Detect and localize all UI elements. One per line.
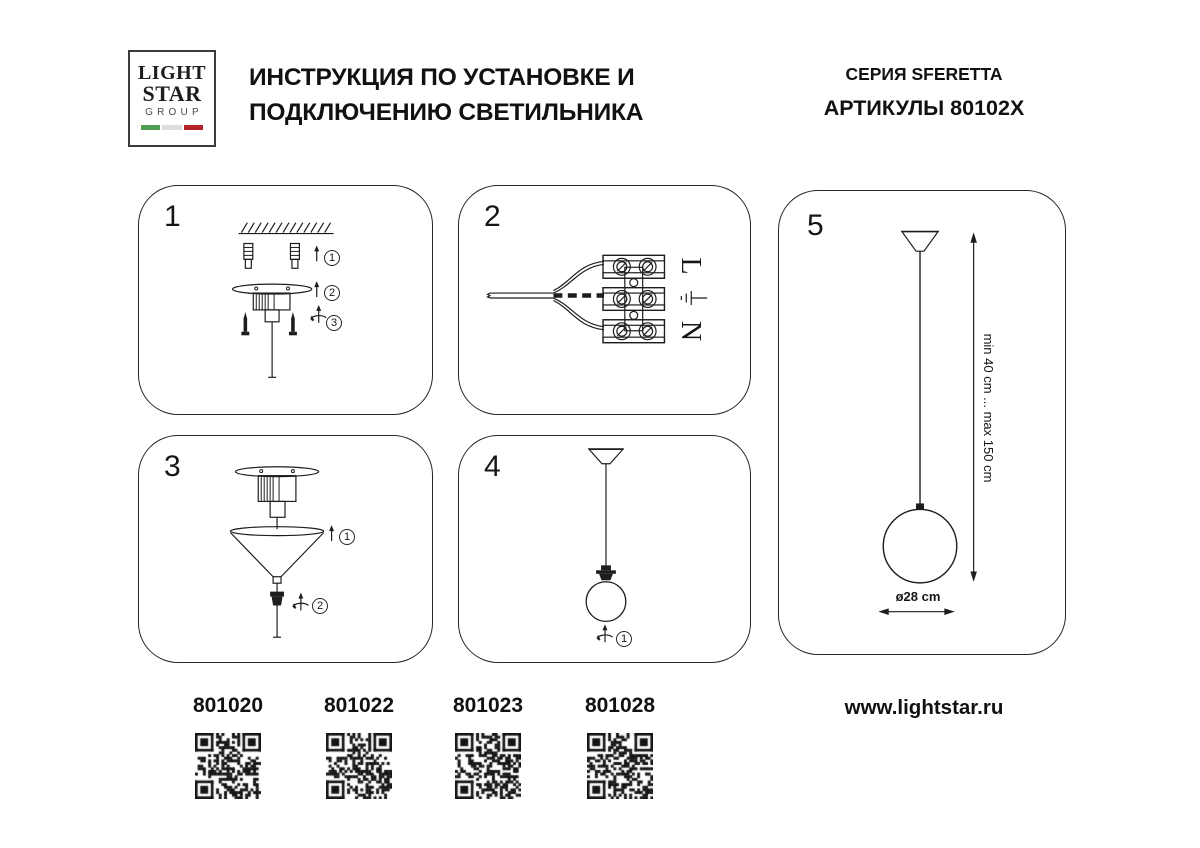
rotate-arrow-icon	[596, 624, 612, 642]
pendant-sphere-icon	[586, 582, 626, 622]
wiring-diagram	[459, 186, 750, 414]
article-number: 801020	[192, 694, 264, 717]
mounting-diagram	[139, 186, 432, 414]
step-panel-4-shade	[458, 435, 751, 663]
title-line-2: ПОДКЛЮЧЕНИЮ СВЕТИЛЬНИКА	[249, 99, 644, 126]
series-block	[778, 64, 1070, 121]
power-cable-icon	[488, 261, 604, 329]
pendant-sphere-icon	[883, 509, 956, 582]
earth-ground-icon	[681, 291, 707, 305]
article-number: 801023	[452, 694, 524, 717]
up-arrow-icon	[314, 245, 319, 261]
dimension-arrow-horizontal	[878, 608, 954, 615]
lightstar-logo	[128, 50, 216, 147]
series-title: СЕРИЯ SFERETTA	[845, 64, 1003, 84]
terminal-label-neutral: N	[675, 320, 706, 342]
website-url: www.lightstar.ru	[844, 696, 1004, 719]
page-title	[249, 60, 643, 130]
panel-number: 1	[164, 200, 181, 233]
screw-icon	[289, 312, 297, 335]
step-panel-1-mounting	[138, 185, 433, 415]
qr-code	[455, 733, 521, 799]
qr-code	[195, 733, 261, 799]
panel-number: 3	[164, 450, 181, 483]
step-marker-2: 2	[324, 285, 340, 301]
dimensions-panel	[778, 190, 1066, 655]
mounting-plate-icon	[235, 467, 318, 529]
article-number: 801022	[323, 694, 395, 717]
panel-number: 2	[484, 200, 501, 233]
articles-title: АРТИКУЛЫ 80102X	[823, 96, 1025, 120]
dowel-icon	[244, 243, 253, 268]
lock-nut-icon	[270, 583, 284, 637]
canopy-assembly-diagram	[139, 436, 432, 662]
logo-star-text: STAR	[142, 81, 202, 106]
pendant-cone-icon	[901, 231, 939, 251]
dimension-arrow-vertical	[970, 232, 977, 582]
up-arrow-icon	[314, 281, 319, 297]
title-line-1: ИНСТРУКЦИЯ ПО УСТАНОВКЕ И	[249, 64, 635, 91]
terminal-block-icon	[603, 255, 664, 342]
pendant-cone-icon	[588, 449, 624, 464]
step-panel-2-wiring	[458, 185, 751, 415]
step-marker-3: 3	[326, 315, 342, 331]
terminal-label-line: L	[675, 257, 706, 275]
screw-icon	[241, 312, 249, 335]
step-marker-1: 1	[339, 529, 355, 545]
step-panel-3-canopy	[138, 435, 433, 663]
article-number: 801028	[584, 694, 656, 717]
diameter-label: ø28 cm	[895, 589, 941, 604]
logo-light-text: LIGHT	[137, 62, 207, 84]
qr-code	[587, 733, 653, 799]
height-range-label: min 40 cm ... max 150 cm	[981, 333, 996, 483]
dowel-icon	[290, 243, 299, 268]
shade-mounting-diagram	[459, 436, 750, 662]
rotate-arrow-icon	[310, 305, 326, 323]
lamp-holder-icon	[596, 565, 616, 580]
panel-number: 4	[484, 450, 501, 483]
dimensions-diagram	[779, 191, 1065, 654]
rotate-arrow-icon	[292, 593, 308, 611]
italian-flag-icon	[141, 125, 203, 130]
pendant-cone-icon	[230, 527, 323, 584]
step-marker-1: 1	[616, 631, 632, 647]
step-marker-2: 2	[312, 598, 328, 614]
step-marker-1: 1	[324, 250, 340, 266]
ceiling-hatch-icon	[238, 223, 333, 234]
panel-number: 5	[807, 209, 824, 242]
qr-code	[326, 733, 392, 799]
up-arrow-icon	[329, 525, 334, 541]
logo-group-text: GROUP	[145, 107, 203, 118]
